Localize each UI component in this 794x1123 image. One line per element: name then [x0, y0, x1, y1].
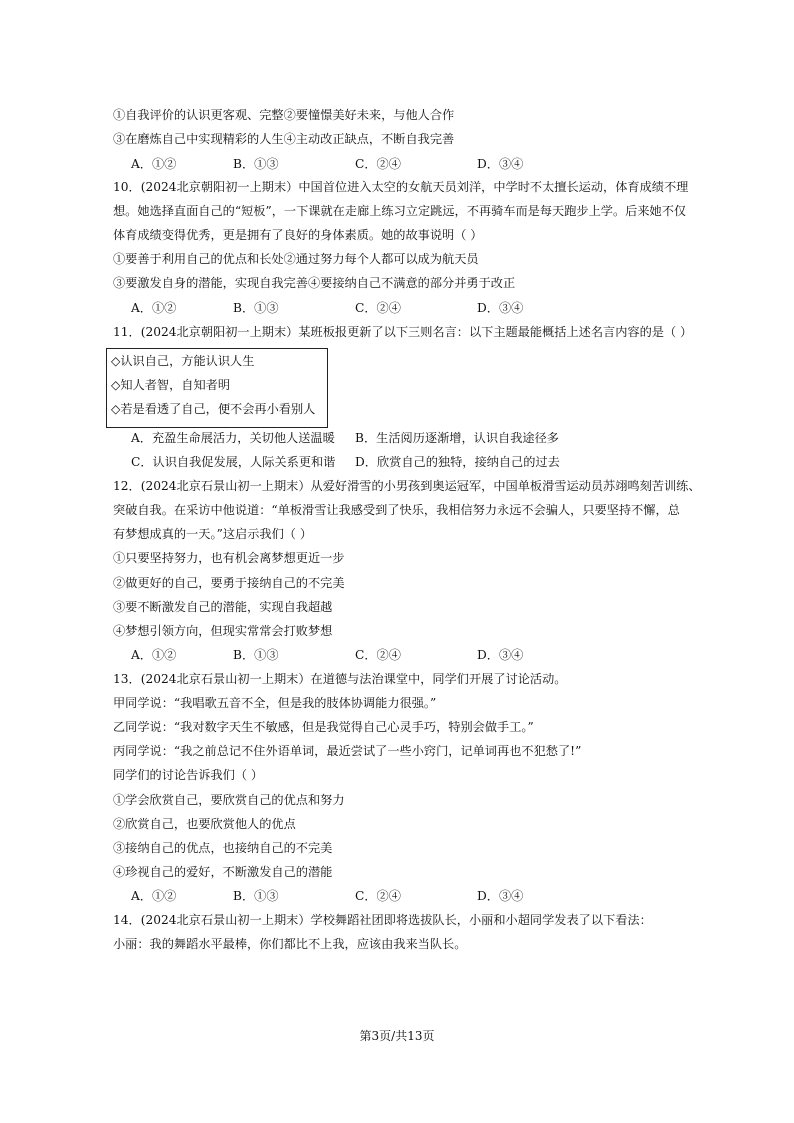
- q10-stem-line-3: 体育成绩变得优秀，更是拥有了良好的身体素质。她的故事说明（ ）: [113, 228, 483, 242]
- q12-statement-1: ①只要坚持努力，也有机会离梦想更近一步: [113, 551, 345, 565]
- q11-option-c[interactable]: C．认识自我促发展，人际关系更和谐: [131, 455, 336, 469]
- q12-statement-2: ②做更好的自己，要勇于接纳自己的不完美: [113, 576, 345, 590]
- q9-option-b[interactable]: B．①③: [233, 157, 279, 171]
- q12-statement-4: ④梦想引领方向，但现实常常会打败梦想: [113, 624, 333, 638]
- q12-option-c[interactable]: C．②④: [355, 648, 401, 662]
- q12-statement-3: ③要不断激发自己的潜能，实现自我超越: [113, 600, 333, 614]
- q13-statement-3: ③接纳自己的优点，也接纳自己的不完美: [113, 841, 333, 855]
- q13-dialogue-2: 乙同学说：“我对数字天生不敏感，但是我觉得自己心灵手巧，特别会做手工。”: [113, 720, 534, 734]
- page-number: 第3页/共13页: [359, 1029, 435, 1043]
- q13-dialogue-3: 丙同学说：“我之前总记不住外语单词，最近尝试了一些小窍门，记单词再也不犯愁了!”: [113, 744, 582, 758]
- q11-stem: 11．(2024北京朝阳初一上期末）某班板报更新了以下三则名言：以下主题最能概括上述名言内容的是（ ）: [113, 325, 693, 339]
- q13-option-b[interactable]: B．①③: [233, 889, 279, 903]
- q14-stem: 14．(2024北京石景山初一上期末）学校舞蹈社团即将选拔队长，小丽和小超同学发表了以下看法：: [113, 913, 652, 927]
- q13-statement-4: ④珍视自己的爱好，不断激发自己的潜能: [113, 865, 333, 879]
- q11-quote-3: ◇若是看透了自己，便不会再小看别人: [111, 402, 316, 416]
- q13-option-d[interactable]: D．③④: [477, 889, 524, 903]
- q13-dialogue-1: 甲同学说：“我唱歌五音不全，但是我的肢体协调能力很强。”: [113, 696, 437, 710]
- q11-option-b[interactable]: B．生活阅历逐渐增，认识自我途径多: [355, 431, 559, 445]
- q10-option-d[interactable]: D．③④: [477, 301, 524, 315]
- q13-question: 同学们的讨论告诉我们（ ）: [113, 768, 264, 782]
- q11-quote-2: ◇知人者智，自知者明: [111, 378, 231, 392]
- q9-option-d[interactable]: D．③④: [477, 157, 524, 171]
- q12-option-d[interactable]: D．③④: [477, 648, 524, 662]
- q10-stem-line-1: 10．(2024北京朝阳初一上期末）中国首位进入太空的女航天员刘洋，中学时不太擅长运动，体育成绩不理: [113, 180, 689, 194]
- q11-option-a[interactable]: A．充盈生命展活力，关切他人送温暖: [131, 431, 335, 445]
- q10-stem-line-2: 想。她选择直面自己的“短板”，一下课就在走廊上练习立定跳远，不再骑车而是每天跑步上学。后来她不仅: [113, 204, 687, 218]
- q10-option-c[interactable]: C．②④: [355, 301, 401, 315]
- q12-option-a[interactable]: A．①②: [131, 648, 177, 662]
- q13-option-a[interactable]: A．①②: [131, 889, 177, 903]
- q10-statement-2: ③要激发自身的潜能，实现自我完善④要接纳自己不满意的部分并勇于改正: [113, 276, 516, 290]
- q13-statement-1: ①学会欣赏自己，要欣赏自己的优点和努力: [113, 793, 345, 807]
- q10-option-a[interactable]: A．①②: [131, 301, 177, 315]
- q9-statement-1: ①自我评价的认识更客观、完整②要憧憬美好未来，与他人合作: [113, 108, 455, 122]
- q11-option-d[interactable]: D．欣赏自己的独特，接纳自己的过去: [355, 455, 560, 469]
- q13-stem: 13．(2024北京石景山初一上期末）在道德与法治课堂中，同学们开展了讨论活动。: [113, 672, 567, 686]
- q9-option-c[interactable]: C．②④: [355, 157, 401, 171]
- q14-line-1: 小丽：我的舞蹈水平最棒，你们都比不上我，应该由我来当队长。: [113, 937, 467, 951]
- q13-option-c[interactable]: C．②④: [355, 889, 401, 903]
- q12-stem-line-3: 有梦想成真的一天。”这启示我们（ ）: [113, 527, 313, 541]
- q9-statement-2: ③在磨炼自己中实现精彩的人生④主动改正缺点，不断自我完善: [113, 132, 455, 146]
- q10-statement-1: ①要善于利用自己的优点和长处②通过努力每个人都可以成为航天员: [113, 252, 479, 266]
- q12-stem-line-1: 12．(2024北京石景山初一上期末）从爱好滑雪的小男孩到奥运冠军，中国单板滑雪运动员苏翊鸣刻苦训练、: [113, 479, 701, 493]
- q12-option-b[interactable]: B．①③: [233, 648, 279, 662]
- q9-option-a[interactable]: A．①②: [131, 157, 177, 171]
- q12-stem-line-2: 突破自我。在采访中他说道：“单板滑雪让我感受到了快乐，我相信努力永远不会骗人，只要坚持不懈，总: [113, 503, 680, 517]
- q10-option-b[interactable]: B．①③: [233, 301, 279, 315]
- q11-quote-1: ◇认识自己，方能认识人生: [111, 354, 255, 368]
- q13-statement-2: ②欣赏自己，也要欣赏他人的优点: [113, 817, 296, 831]
